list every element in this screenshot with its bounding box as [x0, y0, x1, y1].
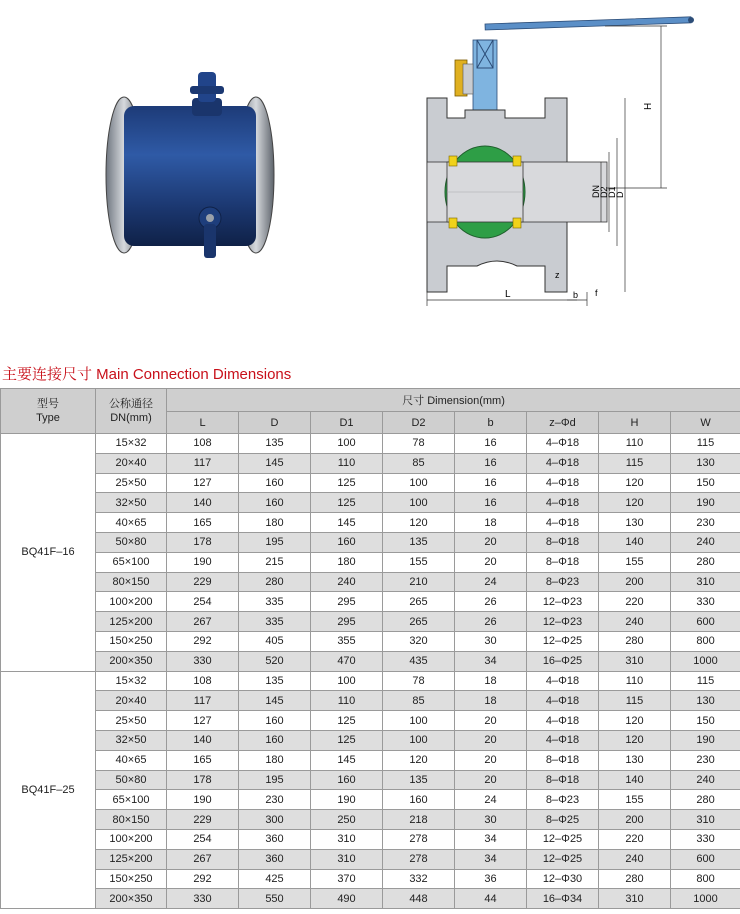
dimension-cell: 355: [311, 631, 383, 651]
column-header: W: [671, 412, 740, 434]
table-row: [1, 829, 740, 849]
dimension-cell: 140: [167, 730, 239, 750]
table-row: [1, 493, 740, 513]
dimension-cell: 12–Φ25: [527, 829, 599, 849]
nominal-diameter-cell: 150×250: [96, 869, 167, 889]
header-type-cn: 型号: [37, 398, 59, 410]
table-row: [1, 592, 740, 612]
nominal-diameter-cell: 15×32: [96, 434, 167, 454]
dimension-cell: 100: [383, 493, 455, 513]
dimension-cell: 20: [455, 770, 527, 790]
dimension-cell: 195: [239, 770, 311, 790]
dimension-cell: 292: [167, 869, 239, 889]
dimension-cell: 180: [311, 552, 383, 572]
dimension-cell: 1000: [671, 889, 740, 909]
dimension-cell: 4–Φ18: [527, 730, 599, 750]
dimension-cell: 145: [311, 750, 383, 770]
nominal-diameter-cell: 50×80: [96, 770, 167, 790]
nominal-diameter-cell: 15×32: [96, 671, 167, 691]
dimension-cell: 34: [455, 651, 527, 671]
dimension-cell: 190: [671, 730, 740, 750]
dimension-cell: 24: [455, 572, 527, 592]
dimension-cell: 20: [455, 711, 527, 731]
dimension-cell: 12–Φ25: [527, 849, 599, 869]
dimension-cell: 800: [671, 869, 740, 889]
dimension-cell: 115: [671, 671, 740, 691]
dimension-cell: 8–Φ23: [527, 572, 599, 592]
dimension-cell: 330: [167, 889, 239, 909]
dimension-cell: 155: [599, 552, 671, 572]
dimension-cell: 85: [383, 691, 455, 711]
dimension-cell: 16: [455, 493, 527, 513]
dimension-cell: 18: [455, 691, 527, 711]
dimension-cell: 130: [599, 513, 671, 533]
dimension-cell: 140: [167, 493, 239, 513]
dimension-cell: 230: [671, 513, 740, 533]
seat-ring: [449, 156, 457, 166]
nominal-diameter-cell: 200×350: [96, 651, 167, 671]
nominal-diameter-cell: 25×50: [96, 473, 167, 493]
dimension-cell: 195: [239, 532, 311, 552]
dimension-cell: 135: [239, 434, 311, 454]
dimension-cell: 265: [383, 612, 455, 632]
dimension-cell: 115: [599, 691, 671, 711]
dimension-cell: 120: [383, 513, 455, 533]
table-row: [1, 572, 740, 592]
dimension-cell: 78: [383, 434, 455, 454]
dimension-cell: 254: [167, 829, 239, 849]
dimension-cell: 360: [239, 829, 311, 849]
dimension-cell: 4–Φ18: [527, 473, 599, 493]
dimension-cell: 125: [311, 493, 383, 513]
table-row: [1, 513, 740, 533]
dimension-cell: 190: [167, 552, 239, 572]
nominal-diameter-cell: 65×100: [96, 790, 167, 810]
table-row: [1, 631, 740, 651]
valve-photo: [100, 68, 280, 282]
dimension-cell: 8–Φ18: [527, 532, 599, 552]
dimension-cell: 240: [599, 849, 671, 869]
model-type-cell: BQ41F–25: [1, 671, 96, 909]
dimension-cell: 34: [455, 849, 527, 869]
dimension-cell: 108: [167, 671, 239, 691]
dimension-cell: 4–Φ18: [527, 453, 599, 473]
label-l: L: [505, 289, 511, 300]
column-header: D1: [311, 412, 383, 434]
dimension-cell: 120: [383, 750, 455, 770]
dimension-cell: 100: [311, 434, 383, 454]
dimension-cell: 370: [311, 869, 383, 889]
dimension-cell: 4–Φ18: [527, 671, 599, 691]
dimension-cell: 254: [167, 592, 239, 612]
dimension-cell: 229: [167, 810, 239, 830]
dimension-cell: 310: [671, 810, 740, 830]
dimension-cell: 18: [455, 513, 527, 533]
column-header: D: [239, 412, 311, 434]
dimension-cell: 165: [167, 750, 239, 770]
dimension-cell: 332: [383, 869, 455, 889]
nominal-diameter-cell: 32×50: [96, 493, 167, 513]
dimension-cell: 280: [671, 552, 740, 572]
table-row: [1, 730, 740, 750]
header-type-en: Type: [36, 412, 60, 424]
table-row: [1, 770, 740, 790]
dimension-cell: 218: [383, 810, 455, 830]
dimension-cell: 200: [599, 572, 671, 592]
dimension-cell: 8–Φ18: [527, 750, 599, 770]
dimension-cell: 117: [167, 453, 239, 473]
dimension-cell: 300: [239, 810, 311, 830]
header-type: [1, 389, 96, 434]
dimension-cell: 405: [239, 631, 311, 651]
dimension-cell: 250: [311, 810, 383, 830]
dimension-cell: 120: [599, 473, 671, 493]
dimensions-table: [0, 388, 740, 909]
dimension-cell: 12–Φ23: [527, 592, 599, 612]
dimension-cell: 135: [239, 671, 311, 691]
dimension-cell: 278: [383, 829, 455, 849]
dimension-cell: 12–Φ30: [527, 869, 599, 889]
nominal-diameter-cell: 200×350: [96, 889, 167, 909]
dimension-cell: 100: [383, 711, 455, 731]
nominal-diameter-cell: 50×80: [96, 532, 167, 552]
dimension-cell: 16: [455, 434, 527, 454]
table-row: [1, 790, 740, 810]
header-dn-cn: 公称通径: [109, 398, 153, 410]
dimension-cell: 108: [167, 434, 239, 454]
dimension-cell: 278: [383, 849, 455, 869]
dimension-cell: 435: [383, 651, 455, 671]
dimension-cell: 470: [311, 651, 383, 671]
dimension-cell: 78: [383, 671, 455, 691]
nominal-diameter-cell: 65×100: [96, 552, 167, 572]
dimension-cell: 8–Φ18: [527, 552, 599, 572]
label-d2: D2: [599, 186, 609, 198]
dimension-cell: 34: [455, 829, 527, 849]
dimension-cell: 280: [599, 631, 671, 651]
dimension-cell: 85: [383, 453, 455, 473]
section-title: 主要连接尺寸 Main Connection Dimensions: [2, 366, 292, 383]
dimension-cell: 295: [311, 612, 383, 632]
label-d: D: [615, 191, 625, 198]
label-f: f: [595, 288, 598, 298]
dimension-cell: 265: [383, 592, 455, 612]
dimension-cell: 30: [455, 631, 527, 651]
dimension-cell: 240: [671, 532, 740, 552]
dimension-cell: 292: [167, 631, 239, 651]
dimension-cell: 267: [167, 849, 239, 869]
table-row: [1, 889, 740, 909]
dimension-cell: 178: [167, 770, 239, 790]
dimension-cell: 12–Φ23: [527, 612, 599, 632]
dimension-cell: 127: [167, 473, 239, 493]
dimension-cell: 335: [239, 592, 311, 612]
dimension-cell: 280: [599, 869, 671, 889]
dimension-cell: 117: [167, 691, 239, 711]
column-header: L: [167, 412, 239, 434]
dimension-cell: 16–Φ34: [527, 889, 599, 909]
dimension-cell: 160: [239, 493, 311, 513]
nominal-diameter-cell: 80×150: [96, 572, 167, 592]
table-row: [1, 671, 740, 691]
dimension-cell: 800: [671, 631, 740, 651]
dimension-cell: 4–Φ18: [527, 711, 599, 731]
dimension-cell: 425: [239, 869, 311, 889]
dimension-cell: 26: [455, 612, 527, 632]
dimension-cell: 20: [455, 750, 527, 770]
dimension-cell: 110: [311, 453, 383, 473]
dimension-cell: 4–Φ18: [527, 434, 599, 454]
table-row: [1, 434, 740, 454]
label-dn: DN: [591, 185, 601, 198]
dimension-cell: 230: [671, 750, 740, 770]
table-row: [1, 750, 740, 770]
dimension-cell: 160: [239, 711, 311, 731]
dimension-cell: 210: [383, 572, 455, 592]
dimension-cell: 16: [455, 453, 527, 473]
dimension-cell: 120: [599, 711, 671, 731]
dimension-cell: 115: [599, 453, 671, 473]
dimension-cell: 190: [671, 493, 740, 513]
dimension-cell: 295: [311, 592, 383, 612]
dimension-cell: 240: [599, 612, 671, 632]
dimension-cell: 20: [455, 730, 527, 750]
header-dn-en: DN(mm): [110, 412, 152, 424]
dimension-cell: 125: [311, 711, 383, 731]
dimension-cell: 26: [455, 592, 527, 612]
dimension-cell: 115: [671, 434, 740, 454]
dimension-cell: 127: [167, 711, 239, 731]
dimension-cell: 160: [311, 532, 383, 552]
nominal-diameter-cell: 150×250: [96, 631, 167, 651]
dimension-cell: 110: [599, 434, 671, 454]
table-row: [1, 532, 740, 552]
dimension-cell: 240: [311, 572, 383, 592]
dimension-cell: 4–Φ18: [527, 513, 599, 533]
dimension-cell: 1000: [671, 651, 740, 671]
dimension-cell: 100: [383, 473, 455, 493]
dimension-cell: 550: [239, 889, 311, 909]
nominal-diameter-cell: 80×150: [96, 810, 167, 830]
dimension-cell: 155: [383, 552, 455, 572]
dimension-cell: 160: [239, 730, 311, 750]
label-d1: D1: [607, 186, 617, 198]
nominal-diameter-cell: 40×65: [96, 750, 167, 770]
dimension-cell: 160: [311, 770, 383, 790]
dimension-cell: 100: [383, 730, 455, 750]
model-type-cell: BQ41F–16: [1, 434, 96, 672]
dimension-cell: 310: [599, 889, 671, 909]
table-row: [1, 473, 740, 493]
table-row: [1, 810, 740, 830]
dimension-cell: 310: [671, 572, 740, 592]
dimension-cell: 140: [599, 770, 671, 790]
dimension-cell: 24: [455, 790, 527, 810]
valve-jacket-body: [124, 106, 256, 246]
dimension-cell: 145: [239, 691, 311, 711]
nominal-diameter-cell: 32×50: [96, 730, 167, 750]
dimension-cell: 160: [383, 790, 455, 810]
dimension-cell: 180: [239, 513, 311, 533]
table-row: [1, 552, 740, 572]
dimension-cell: 335: [239, 612, 311, 632]
nominal-diameter-cell: 100×200: [96, 829, 167, 849]
dimension-cell: 145: [239, 453, 311, 473]
dimension-cell: 229: [167, 572, 239, 592]
dimension-cell: 215: [239, 552, 311, 572]
label-b: b: [573, 290, 579, 300]
dimension-cell: 100: [311, 671, 383, 691]
dimension-cell: 310: [311, 829, 383, 849]
dimension-cell: 310: [311, 849, 383, 869]
nominal-diameter-cell: 100×200: [96, 592, 167, 612]
nominal-diameter-cell: 25×50: [96, 711, 167, 731]
dimension-cell: 130: [671, 691, 740, 711]
column-header: H: [599, 412, 671, 434]
dimension-cell: 12–Φ25: [527, 631, 599, 651]
dimension-cell: 280: [239, 572, 311, 592]
dimension-cell: 330: [671, 592, 740, 612]
nominal-diameter-cell: 20×40: [96, 453, 167, 473]
header-dn: [96, 389, 167, 434]
dimension-cell: 4–Φ18: [527, 493, 599, 513]
dimension-cell: 320: [383, 631, 455, 651]
dimension-cell: 16: [455, 473, 527, 493]
dimension-cell: 220: [599, 829, 671, 849]
label-h: H: [643, 102, 654, 110]
dimension-cell: 4–Φ18: [527, 691, 599, 711]
dimension-cell: 490: [311, 889, 383, 909]
dimension-cell: 130: [599, 750, 671, 770]
dimension-cell: 36: [455, 869, 527, 889]
dimension-cell: 155: [599, 790, 671, 810]
dimension-cell: 150: [671, 473, 740, 493]
dimension-cell: 20: [455, 532, 527, 552]
column-header: z–Φd: [527, 412, 599, 434]
dimension-cell: 8–Φ23: [527, 790, 599, 810]
dimension-cell: 125: [311, 473, 383, 493]
label-z: z: [555, 270, 560, 280]
dimension-cell: 220: [599, 592, 671, 612]
dimension-cell: 140: [599, 532, 671, 552]
nominal-diameter-cell: 125×200: [96, 849, 167, 869]
dimension-cell: 18: [455, 671, 527, 691]
table-row: [1, 453, 740, 473]
dimension-cell: 165: [167, 513, 239, 533]
dimension-cell: 190: [167, 790, 239, 810]
dimension-cell: 230: [239, 790, 311, 810]
header-dimension: 尺寸 Dimension(mm): [167, 389, 740, 412]
dimension-cell: 135: [383, 770, 455, 790]
dimension-cell: 600: [671, 612, 740, 632]
table-row: [1, 869, 740, 889]
dimension-cell: 125: [311, 730, 383, 750]
column-header: b: [455, 412, 527, 434]
dimension-cell: 160: [239, 473, 311, 493]
valve-section-drawing: [405, 10, 730, 310]
dimension-cell: 20: [455, 552, 527, 572]
dimension-cell: 240: [671, 770, 740, 790]
dimension-cell: 330: [167, 651, 239, 671]
dimension-cell: 120: [599, 493, 671, 513]
nominal-diameter-cell: 40×65: [96, 513, 167, 533]
dimension-cell: 130: [671, 453, 740, 473]
dimension-cell: 8–Φ25: [527, 810, 599, 830]
dimension-cell: 16–Φ25: [527, 651, 599, 671]
table-row: [1, 849, 740, 869]
dimension-cell: 30: [455, 810, 527, 830]
table-row: [1, 711, 740, 731]
dimension-cell: 120: [599, 730, 671, 750]
dimension-cell: 200: [599, 810, 671, 830]
dimension-cell: 44: [455, 889, 527, 909]
dimension-cell: 310: [599, 651, 671, 671]
dimension-cell: 600: [671, 849, 740, 869]
dimension-cell: 135: [383, 532, 455, 552]
column-header: D2: [383, 412, 455, 434]
dimension-cell: 150: [671, 711, 740, 731]
dimension-cell: 280: [671, 790, 740, 810]
dimension-cell: 178: [167, 532, 239, 552]
nominal-diameter-cell: 125×200: [96, 612, 167, 632]
dimension-cell: 190: [311, 790, 383, 810]
table-row: [1, 691, 740, 711]
dimension-cell: 360: [239, 849, 311, 869]
nominal-diameter-cell: 20×40: [96, 691, 167, 711]
handle-lever: [485, 17, 691, 30]
dimension-cell: 110: [311, 691, 383, 711]
dimension-cell: 520: [239, 651, 311, 671]
dimension-cell: 8–Φ18: [527, 770, 599, 790]
table-row: [1, 651, 740, 671]
dimension-cell: 330: [671, 829, 740, 849]
dimension-cell: 267: [167, 612, 239, 632]
dimension-cell: 110: [599, 671, 671, 691]
dimension-cell: 180: [239, 750, 311, 770]
table-row: [1, 612, 740, 632]
dimension-cell: 145: [311, 513, 383, 533]
dimension-cell: 448: [383, 889, 455, 909]
